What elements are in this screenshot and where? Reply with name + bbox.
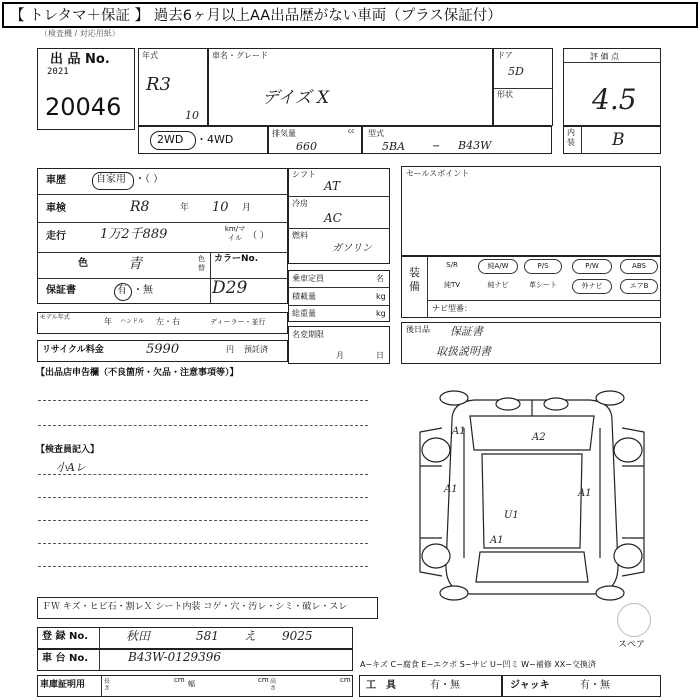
capacity-unit: 名 bbox=[376, 274, 384, 283]
lot-number: 20046 bbox=[45, 93, 122, 121]
tools-label: 工 具 bbox=[366, 680, 396, 691]
sales-point-label: セールスポイント bbox=[406, 169, 470, 178]
gross-unit: kg bbox=[376, 309, 386, 318]
lot-label: 出 品 No. bbox=[50, 52, 110, 67]
garage-label: 車庫証明用 bbox=[40, 680, 86, 690]
color-value: 青 bbox=[128, 256, 142, 272]
drive-2wd: 2WD bbox=[157, 133, 184, 146]
interior-value: B bbox=[612, 130, 625, 150]
plate-region: 秋田 bbox=[126, 629, 151, 643]
garage-cm1: cm bbox=[174, 676, 185, 684]
history-selected: 自家用 bbox=[96, 174, 126, 185]
color-code-label: カラーNo. bbox=[214, 254, 259, 264]
model-year-dealer: ディーラー・並行 bbox=[210, 318, 266, 326]
notes-line1: 保証書 bbox=[450, 325, 483, 338]
model-year-handle: ハンドル bbox=[120, 318, 145, 325]
displacement-label: 排気量 bbox=[272, 129, 296, 138]
equipment-外ナビ: 外ナビ bbox=[572, 279, 612, 294]
garage-width: 幅 bbox=[188, 680, 195, 688]
equipment-ABS: ABS bbox=[620, 259, 658, 274]
jack-label: ジャッキ bbox=[510, 680, 550, 691]
inspector-text: 小Aレ bbox=[56, 461, 86, 474]
notes-line2: 取扱説明書 bbox=[436, 345, 491, 358]
color-label: 色 bbox=[78, 258, 88, 269]
shift-label: シフト bbox=[292, 170, 316, 179]
equipment-純ナビ: 純ナビ bbox=[487, 281, 509, 289]
shift-value: AT bbox=[324, 179, 341, 193]
damage-mark: U1 bbox=[504, 510, 519, 521]
inspection-year-unit: 年 bbox=[180, 203, 190, 213]
tools-value: 有・無 bbox=[430, 680, 460, 691]
spare-label: スペア bbox=[618, 640, 646, 650]
equipment-S/R: S/R bbox=[446, 261, 458, 269]
plate-kana: え bbox=[244, 629, 257, 643]
load-label: 積載量 bbox=[292, 292, 316, 301]
year-label: 年式 bbox=[142, 51, 158, 60]
mileage-unit: km/マイル bbox=[224, 225, 246, 242]
year-month: 10 bbox=[185, 109, 199, 122]
damage-mark: A1 bbox=[578, 488, 592, 499]
color-code: D29 bbox=[212, 278, 248, 298]
equipment-エアB: エアB bbox=[620, 279, 658, 294]
year-value: R3 bbox=[146, 74, 172, 95]
garage-cm3: cm bbox=[340, 676, 351, 684]
reg-date-label: 名変期限 bbox=[292, 330, 324, 339]
equipment-P/W: P/W bbox=[572, 259, 612, 274]
damage-mark: A2 bbox=[532, 432, 546, 443]
sales-point-box bbox=[401, 166, 661, 256]
seller-notes-label: 【出品店申告欄（不良箇所・欠品・注意事項等）】 bbox=[36, 368, 239, 378]
inspection-value: R8 bbox=[130, 199, 150, 215]
history-rest: ・（ ） bbox=[135, 174, 164, 185]
plate-label: 登 録 No. bbox=[42, 631, 89, 642]
drive-4wd: ・4WD bbox=[196, 133, 234, 146]
garage-height: 高さ bbox=[270, 678, 277, 692]
score-label: 評 価 点 bbox=[590, 52, 620, 61]
chassis-value: B43W-0129396 bbox=[128, 650, 222, 664]
model-code-label: 型式 bbox=[368, 129, 384, 138]
damage-mark: A1 bbox=[490, 535, 504, 546]
garage-cm2: cm bbox=[258, 676, 269, 684]
fw-text: ＦＷ キズ・ヒビ石・割レＸ シート内装 コゲ・穴・汚レ・シミ・破レ・スレ bbox=[42, 602, 348, 612]
plate-class: 581 bbox=[196, 629, 219, 643]
recycle-note: 預託済 bbox=[244, 345, 268, 354]
auction-sheet: 【 トレタマ＋保証 】 過去6ヶ月以上AA出品歴がない車両（プラス保証付） （検査機 / 対応用紙） 出 品 No. 2021 20046 年式 R3 10 車名・グレード デイズ X ドア 5D 形状 評 価 点 4.5 内装 B 2WD ・4WD 排気量 cc 660 型式 5BA − B43W 車歴 自家用 ・（ ） 車検 R8 年 10 月 走行 1万2千889 km/マイル （ ） 色 青 色替 カラーNo. D29 保証書 有 ・無 モデル年式 年 ハンドル 左・右 ディーラー・並行 リサイクル料金 5990 円 預託済 シフト AT 冷房 AC 燃料 ガソリン 乗車定員 名 積載量 kg 総重量 kg 名変期限 月 日 セールスポイント 装備 ナビ型番： 後日品 保証書 取扱説明書 【出品店申告欄（不良箇所・欠品・注意事項等）】 【検査員記入】 小Aレ A1 A2 A1 A1 U1 A1 スペア ＦＷ キズ・ヒビ石・割レＸ シート内装 コゲ・穴・汚レ・シミ・破レ・スレ 登 録 No. 秋田 581 え 9025 車 台 No. B43W-0129396 A−キズ C−腐食 E−エクボ S−サビ U−凹ミ W−補修 XX−交換済 車庫証明用 長さ cm 幅 cm 高さ cm 工 具 有・無 ジャッキ 有・無 S/R 純A/W P/S P/W ABS 純TV 純ナビ 革シート 外ナビ エアB bbox=[0, 0, 700, 700]
equipment-革シート: 革シート bbox=[529, 281, 557, 289]
chassis-label: 車 台 No. bbox=[42, 653, 89, 664]
gross-label: 総重量 bbox=[292, 309, 316, 318]
fuel-label: 燃料 bbox=[292, 231, 308, 240]
model-year-label: モデル年式 bbox=[40, 314, 70, 321]
model-value: デイズ X bbox=[262, 88, 330, 108]
shape-label: 形状 bbox=[497, 90, 513, 99]
inspection-label: 車検 bbox=[46, 203, 66, 214]
damage-mark: A1 bbox=[452, 426, 466, 437]
capacity-label: 乗車定員 bbox=[292, 274, 324, 283]
warranty-label: 保証書 bbox=[46, 285, 76, 296]
inspector-label: 【検査員記入】 bbox=[36, 445, 100, 455]
mileage-label: 走行 bbox=[46, 231, 66, 242]
load-unit: kg bbox=[376, 292, 386, 301]
notes-label: 後日品 bbox=[406, 325, 430, 334]
interior-label: 内装 bbox=[567, 128, 575, 147]
fuel-value: ガソリン bbox=[332, 243, 372, 254]
banner-text: 【 トレタマ＋保証 】 過去6ヶ月以上AA出品歴がない車両（プラス保証付） bbox=[10, 8, 502, 24]
reg-date-unit: 月 bbox=[336, 351, 344, 360]
model-code-prefix: 5BA bbox=[382, 140, 406, 153]
inspection-month-unit: 月 bbox=[242, 203, 252, 213]
equipment-P/S: P/S bbox=[524, 259, 562, 274]
car-diagram bbox=[412, 388, 652, 603]
reg-date-day: 日 bbox=[376, 351, 384, 360]
spare-wheel bbox=[617, 603, 651, 637]
cut-header: （検査機 / 対応用紙） bbox=[40, 29, 120, 38]
equipment-純TV: 純TV bbox=[443, 281, 461, 289]
displacement-value: 660 bbox=[296, 140, 317, 153]
damage-mark: A1 bbox=[444, 484, 458, 495]
navi-label: ナビ型番： bbox=[432, 304, 472, 313]
warranty-selected: 有 bbox=[117, 285, 127, 296]
garage-long: 長さ bbox=[104, 678, 111, 692]
color-change-label: 色替 bbox=[198, 255, 205, 272]
recycle-label: リサイクル料金 bbox=[42, 345, 104, 355]
legend: A−キズ C−腐食 E−エクボ S−サビ U−凹ミ W−補修 XX−交換済 bbox=[360, 660, 596, 669]
ac-value: AC bbox=[324, 211, 342, 225]
door-value: 5D bbox=[508, 65, 524, 78]
recycle-value: 5990 bbox=[146, 342, 180, 357]
lot-year: 2021 bbox=[47, 67, 69, 77]
recycle-unit: 円 bbox=[226, 345, 234, 354]
plate-number: 9025 bbox=[282, 629, 313, 643]
model-year-year: 年 bbox=[104, 317, 112, 326]
model-year-lr: 左・右 bbox=[156, 317, 180, 326]
mileage-paren: （ ） bbox=[248, 231, 269, 241]
model-code-value: B43W bbox=[458, 139, 492, 152]
mileage-value: 1万2千889 bbox=[100, 227, 168, 242]
displacement-unit: cc bbox=[348, 128, 355, 135]
score-value: 4.5 bbox=[592, 83, 637, 116]
equipment-純A/W: 純A/W bbox=[478, 259, 518, 274]
warranty-other: ・無 bbox=[133, 285, 153, 296]
inspection-month: 10 bbox=[212, 200, 229, 215]
model-label: 車名・グレード bbox=[212, 51, 268, 60]
ac-label: 冷房 bbox=[292, 199, 308, 208]
history-label: 車歴 bbox=[46, 175, 66, 186]
door-label: ドア bbox=[497, 51, 513, 60]
jack-value: 有・無 bbox=[580, 680, 610, 691]
equipment-label: 装備 bbox=[409, 266, 420, 293]
